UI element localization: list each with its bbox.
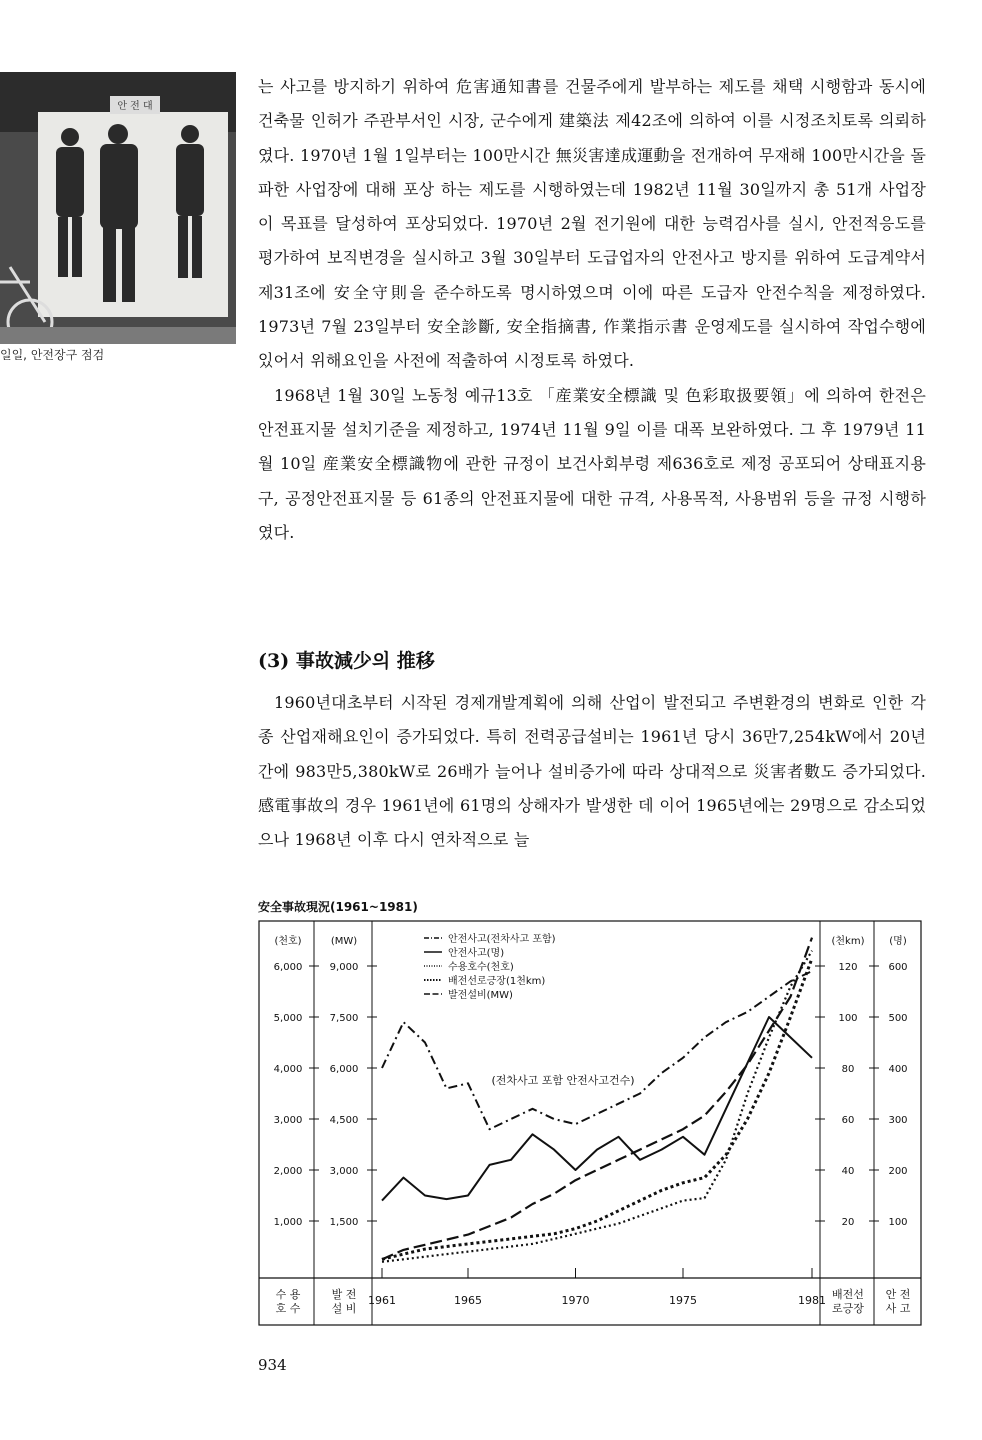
axis-tick-label: 40 [841, 1166, 855, 1177]
paragraph: 1968년 1월 30일 노동청 예규13호 「産業安全標識 및 色彩取扱要領」에 의하여 한전은 안전표지물 설치기준을 제정하고, 1974년 11월 9일 이를 대폭 보완하였다. 그 후 1979년 11월 10일 産業安全標識物에 관한 규정이 보건사회부령 제636호로 제정 공포되어 상태표지용구, 공정안전표지물 등 61종의 안전표지물에 대한 규격, 사용목적, 사용범위 등을 규정 시행하였다. [258, 385, 926, 542]
axis-tick-label: 500 [888, 1013, 908, 1024]
axis-tick-label: 300 [888, 1115, 908, 1126]
axis-tick-label: 7,500 [329, 1013, 359, 1024]
axis-tick-label: 80 [841, 1064, 855, 1075]
series-line [382, 971, 812, 1129]
chart-annotation: (전차사고 포함 안전사고건수) [491, 1074, 635, 1087]
axis-tick-label: 4,500 [329, 1115, 359, 1126]
axis-tick-label: 6,000 [273, 962, 303, 973]
series-line [382, 951, 812, 1262]
axis-tick-label: 60 [841, 1115, 855, 1126]
body-text-block-1 [258, 70, 926, 550]
photo-caption: 일일, 안전장구 점검 [0, 348, 105, 362]
axis-tick-label: 9,000 [329, 962, 359, 973]
sign-text: 안 전 대 [117, 101, 153, 112]
axis-footer-label: 안 전 [885, 1288, 911, 1301]
axis-footer-label: 발 전 [331, 1288, 357, 1301]
legend-label: 안전사고(전차사고 포함) [448, 934, 556, 945]
axis-unit-label: (MW) [330, 936, 358, 947]
x-tick-label: 1981 [798, 1294, 826, 1307]
axis-tick-label: 400 [888, 1064, 908, 1075]
axis-tick-label: 4,000 [273, 1064, 303, 1075]
legend-label: 발전설비(MW) [448, 990, 513, 1001]
axis-tick-label: 1,500 [329, 1217, 359, 1228]
axis-footer-label: 배전선 [832, 1288, 864, 1301]
legend-label: 배전선로긍장(1천km) [448, 976, 546, 987]
chart-svg [258, 920, 922, 1326]
axis-tick-label: 6,000 [329, 1064, 359, 1075]
legend-label: 수용호수(천호) [448, 962, 514, 973]
axis-footer-label: 로긍장 [832, 1302, 864, 1315]
x-tick-label: 1961 [368, 1294, 396, 1307]
axis-unit-label: (천호) [274, 936, 302, 947]
page-number: 934 [258, 1356, 287, 1374]
paragraph: 1960년대초부터 시작된 경제개발계획에 의해 산업이 발전되고 주변환경의 변화로 인한 각종 산업재해요인이 증가되었다. 특히 전력공급설비는 1961년 당시 36만7,254kW에서 20년간에 983만5,380kW로 26배가 늘어나 설비증가에 따라 상대적으로 災害者數도 증가되었다. 感電事故의 경우 1961년에 61명의 상해자가 발생한 데 이어 1965년에는 29명으로 감소되었으나 1968년 이후 다시 연차적으로 늘 [258, 693, 926, 850]
axis-tick-label: 5,000 [273, 1013, 303, 1024]
axis-tick-label: 120 [838, 962, 858, 973]
axis-tick-label: 2,000 [273, 1166, 303, 1177]
x-tick-label: 1975 [669, 1294, 697, 1307]
legend-label: 안전사고(명) [448, 948, 505, 959]
safety-equipment-photo [0, 72, 236, 344]
axis-unit-label: (천km) [831, 936, 865, 947]
section-heading: (3) 事故減少의 推移 [258, 650, 435, 672]
chart-title: 安全事故現況(1961~1981) [258, 900, 418, 914]
axis-tick-label: 20 [841, 1217, 855, 1228]
x-tick-label: 1965 [454, 1294, 482, 1307]
paragraph: 는 사고를 방지하기 위하여 危害通知書를 건물주에게 발부하는 제도를 채택 시행함과 동시에 건축물 인허가 주관부서인 시장, 군수에게 建築法 제42조에 의하여 이를 시정조치토록 의뢰하였다. 1970년 1월 1일부터는 100만시간 無災害達成運動을 전개하여 무재해 100만시간을 돌파한 사업장에 대해 포상 하는 제도를 시행하였는데 1982년 11월 30일까지 총 51개 사업장이 목표를 달성하여 포상되었다. 1970년 2월 전기원에 대한 능력검사를 실시, 안전적응도를 평가하여 보직변경을 실시하고 3월 30일부터 도급업자의 안전사고 방지를 위하여 도급계약서 제31조에 安全守則을 준수하도록 명시하였으며 이에 따른 도급자 안전수칙을 제정하였다. 1973년 7월 23일부터 安全診斷, 安全指摘書, 作業指示書 운영제도를 실시하여 작업수행에 있어서 위해요인을 사전에 적출하여 시정토록 하였다. [258, 77, 926, 371]
axis-footer-label: 사 고 [885, 1302, 911, 1315]
axis-tick-label: 3,000 [273, 1115, 303, 1126]
axis-footer-label: 수 용 [275, 1288, 301, 1301]
body-text-block-2 [258, 686, 926, 857]
axis-footer-label: 설 비 [331, 1302, 357, 1315]
axis-tick-label: 200 [888, 1166, 908, 1177]
axis-unit-label: (명) [889, 936, 907, 947]
accident-chart [258, 920, 922, 1326]
axis-tick-label: 1,000 [273, 1217, 303, 1228]
photo-illustration [0, 72, 236, 344]
series-line [382, 1017, 812, 1201]
axis-tick-label: 600 [888, 962, 908, 973]
series-line [382, 958, 812, 1259]
series-line [382, 938, 812, 1260]
axis-tick-label: 100 [838, 1013, 858, 1024]
axis-tick-label: 3,000 [329, 1166, 359, 1177]
x-tick-label: 1970 [561, 1294, 590, 1307]
axis-tick-label: 100 [888, 1217, 908, 1228]
axis-footer-label: 호 수 [275, 1302, 301, 1315]
